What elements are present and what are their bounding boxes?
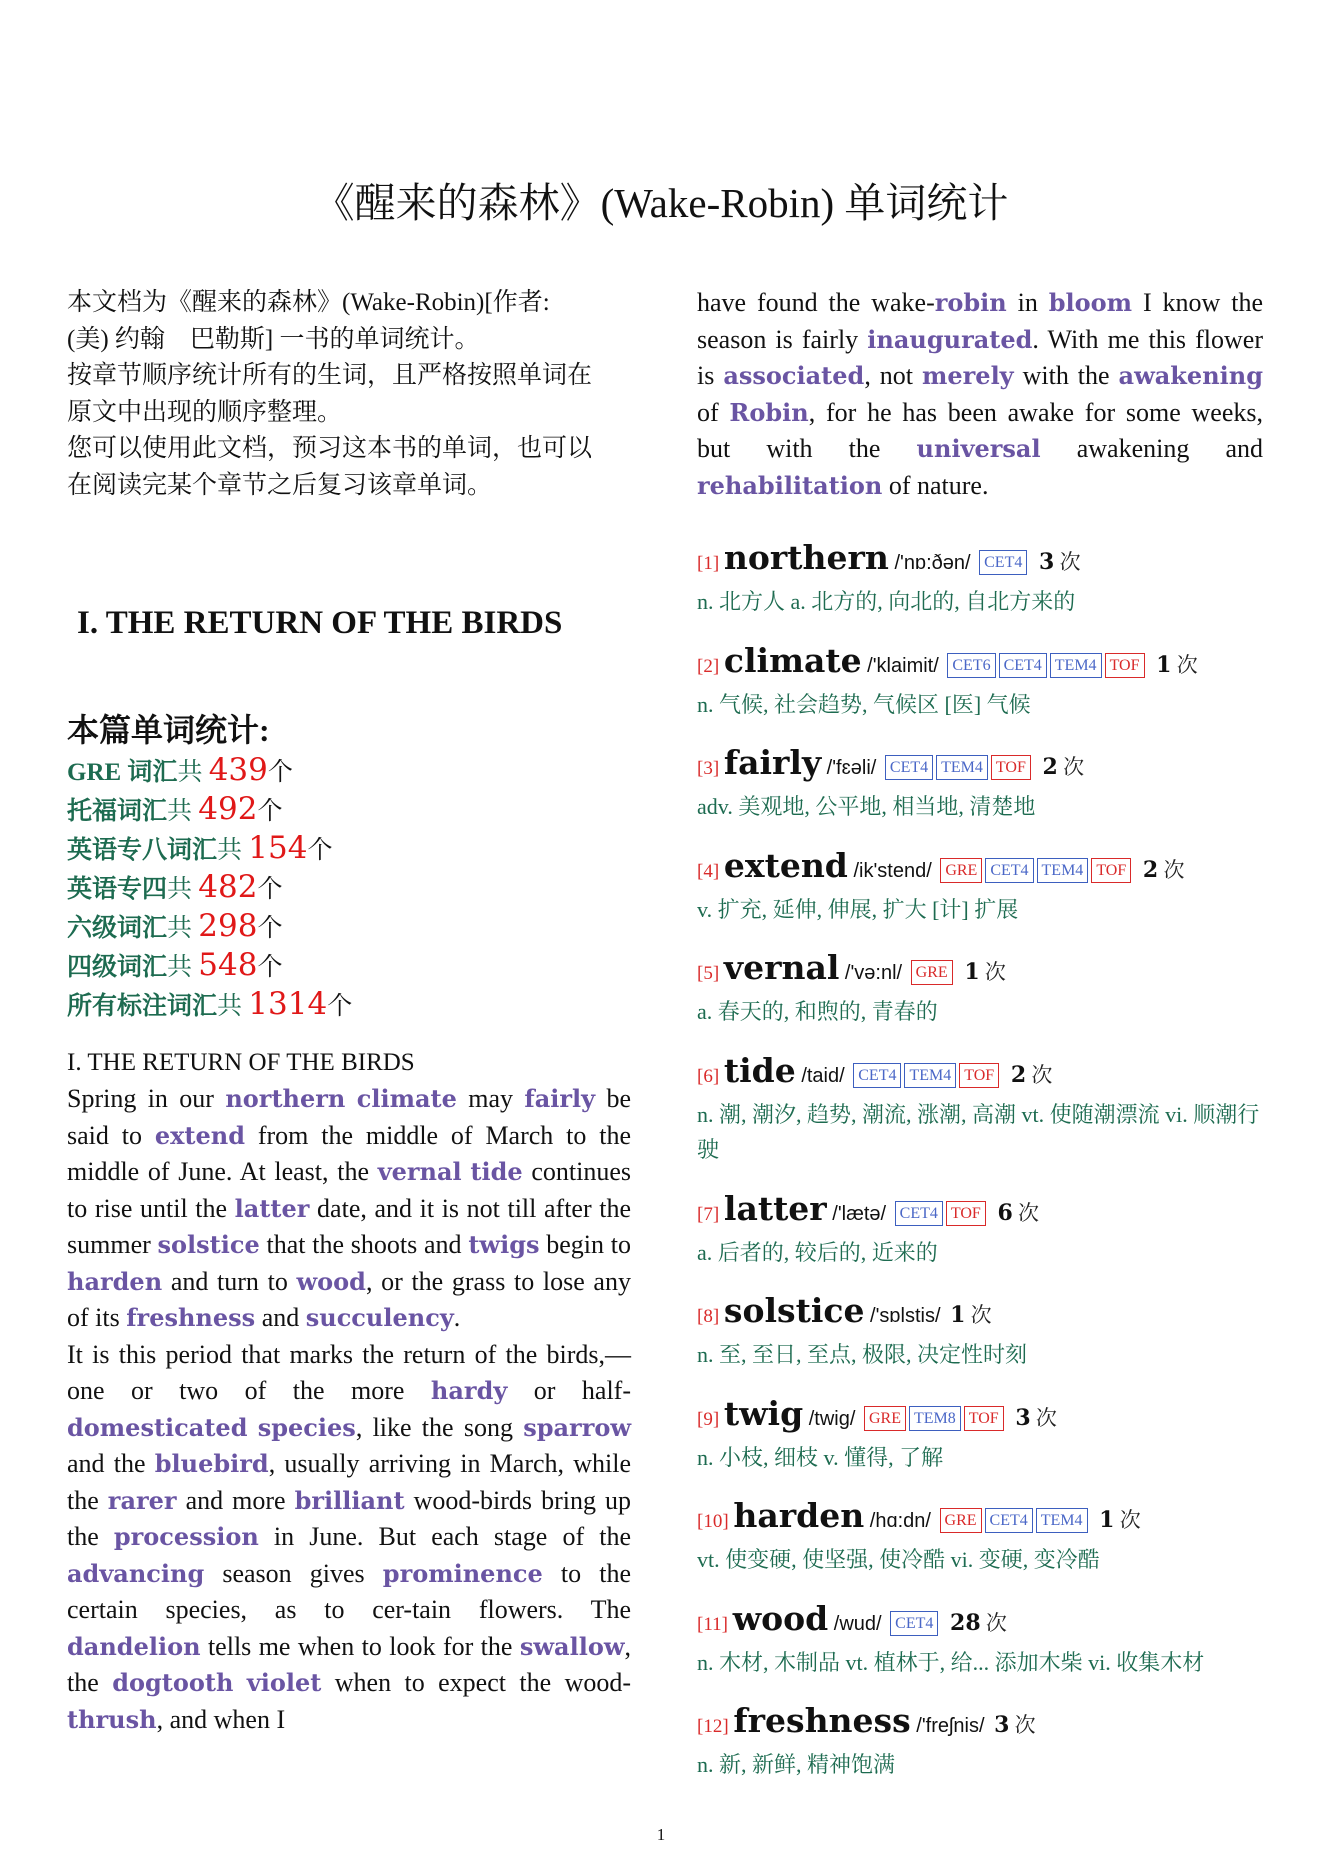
vocab-index: [9] [697, 1408, 724, 1430]
vocab-head [697, 846, 1263, 892]
vocab-head [697, 1701, 1263, 1747]
vocab-count: 1 [956, 959, 980, 985]
vocab-index: [11] [697, 1613, 733, 1635]
vocab-word: tide [723, 1050, 796, 1090]
vocab-word: latter [723, 1188, 827, 1228]
vocab-word: wood [732, 1598, 829, 1638]
count-unit: 次 [1114, 1508, 1141, 1532]
stat-label: 四级词汇 [67, 954, 168, 981]
exam-tag: TOF [991, 755, 1031, 780]
exam-tag: CET4 [853, 1063, 901, 1088]
vocab-count: 3 [994, 1712, 1010, 1738]
highlighted-word[interactable]: prominence [382, 1558, 543, 1588]
vocab-definition: a. 春天的, 和煦的, 青春的 [697, 999, 938, 1024]
highlighted-word[interactable]: latter [234, 1193, 310, 1223]
vocab-count: 2 [1034, 754, 1058, 780]
highlighted-word[interactable]: Robin [729, 397, 809, 427]
count-unit: 次 [1158, 857, 1185, 882]
highlighted-word[interactable]: wood [296, 1266, 366, 1296]
vocab-entry [697, 1496, 1263, 1599]
stat-count: 492 [198, 791, 258, 827]
vocab-word: twig [723, 1393, 804, 1433]
vocab-word: freshness [733, 1701, 911, 1740]
stat-gong: 共 [167, 954, 199, 981]
highlighted-word[interactable]: twigs [468, 1230, 540, 1259]
vocab-entry [697, 538, 1263, 641]
vocab-index: [7] [697, 1203, 724, 1225]
stat-label: 托福词汇 [67, 798, 168, 825]
exam-tag: CET4 [890, 1611, 938, 1636]
highlighted-word[interactable]: vernal [377, 1157, 462, 1186]
stat-line [67, 908, 352, 947]
stat-gong: 共 [167, 876, 199, 903]
vocab-index: [5] [697, 963, 724, 984]
stat-line [67, 752, 352, 791]
vocab-entry [697, 1051, 1263, 1189]
vocab-definition: n. 气候, 社会趋势, 气候区 [医] 气候 [697, 691, 1031, 717]
count-unit: 次 [1009, 1713, 1036, 1737]
vocab-entry [697, 1701, 1263, 1804]
vocab-phonetic: /'nɒ:ðən/ [888, 552, 977, 574]
vocab-count: 28 [942, 1609, 981, 1636]
stat-unit: 个 [267, 759, 293, 786]
stat-line [67, 947, 352, 986]
vocab-word: harden [733, 1496, 865, 1535]
vocab-definition: n. 小枝, 细枝 v. 懂得, 了解 [697, 1444, 944, 1470]
stat-count: 1314 [248, 986, 328, 1022]
intro-line: 原文中出现的顺序整理。 [67, 398, 343, 426]
count-unit: 次 [979, 960, 1006, 984]
stat-line [67, 986, 352, 1025]
exam-tag: TEM4 [904, 1063, 956, 1088]
exam-tag: GRE [911, 960, 953, 985]
vocab-head [697, 1189, 1263, 1235]
vocab-definition: v. 扩充, 延伸, 伸展, 扩大 [计] 扩展 [697, 896, 1019, 922]
highlighted-word[interactable]: solstice [157, 1230, 260, 1259]
intro-line: 在阅读完某个章节之后复习该章单词。 [67, 471, 493, 499]
vocab-entry [697, 743, 1263, 846]
highlighted-word[interactable]: freshness [126, 1303, 256, 1332]
vocab-index: [3] [697, 758, 724, 779]
highlighted-word[interactable]: brilliant [294, 1485, 405, 1515]
passage-paragraph: have found the wake-robin in bloom I know the season is fairly inaugurated. With me this flower is associated, not merely with the awakening of Robin, for he has been awake for some weeks, but with the universal awakening and rehabilitation of nature. [697, 288, 1263, 500]
exam-tag: TEM4 [1050, 653, 1102, 678]
vocab-phonetic: /ik'stend/ [847, 859, 938, 882]
exam-tag: CET4 [895, 1201, 943, 1226]
chapter-passage [67, 1045, 631, 1738]
count-unit: 次 [1030, 1405, 1057, 1430]
highlighted-word[interactable]: bloom [1048, 288, 1133, 317]
count-unit: 次 [980, 1610, 1007, 1635]
highlighted-word[interactable]: extend [154, 1120, 245, 1150]
vocab-definition: a. 后者的, 较后的, 近来的 [697, 1239, 938, 1265]
stat-count: 482 [198, 869, 258, 905]
count-unit: 次 [1054, 550, 1081, 574]
vocab-definition: n. 木材, 木制品 vt. 植林于, 给... 添加木柴 vi. 收集木材 [697, 1649, 1205, 1675]
stat-count: 298 [198, 908, 258, 944]
vocab-head [697, 743, 1263, 789]
stat-count: 439 [208, 752, 268, 788]
vocab-head [697, 1051, 1263, 1097]
highlighted-word[interactable]: associated [723, 361, 865, 390]
vocab-count: 2 [1135, 856, 1159, 883]
vocab-count: 1 [950, 1302, 966, 1328]
vocab-index: [8] [697, 1306, 724, 1327]
stat-line [67, 830, 352, 869]
vocab-phonetic: /taid/ [795, 1064, 851, 1087]
stat-unit: 个 [257, 798, 283, 825]
exam-tag: GRE [940, 1508, 982, 1533]
vocab-list [697, 538, 1263, 1804]
exam-tag: TEM4 [1037, 858, 1089, 883]
vocab-phonetic: /'freʃnis/ [910, 1715, 991, 1737]
intro-line: 您可以使用此文档，预习这本书的单词，也可以 [67, 435, 593, 462]
passage-paragraph: It is this period that marks the return of the birds,—one or two of the more hardy or half-domesticated species, like the song sparrow and the bluebird, usually arriving in March, while the rarer and more brilliant wood-birds bring up the procession in June. But each stage of the advancing season gives prominence to the certain species, as to cer-tain flowers. The dandelion tells me when to look for the swallow, the dogtooth violet when to expect the wood-thrush, and when I [67, 1339, 632, 1734]
vocab-word: solstice [723, 1291, 865, 1330]
stat-count: 548 [198, 947, 258, 983]
vocab-definition: adv. 美观地, 公平地, 相当地, 清楚地 [697, 794, 1036, 819]
chapter-passage-continued [697, 285, 1263, 504]
stat-label: 所有标注词汇 [67, 993, 218, 1020]
stat-label: 英语专八词汇 [67, 837, 218, 864]
vocab-definition: n. 潮, 潮汐, 趋势, 潮流, 涨潮, 高潮 vt. 使随潮漂流 vi. 顺潮行驶 [697, 1101, 1260, 1162]
chapter-heading: I. THE RETURN OF THE BIRDS [77, 605, 563, 641]
vocab-index: [10] [697, 1511, 734, 1532]
stat-gong: 共 [177, 759, 209, 786]
vocab-entry [697, 846, 1263, 949]
stat-unit: 个 [307, 837, 333, 864]
stat-line [67, 791, 352, 830]
vocab-head [697, 1291, 1263, 1337]
vocab-index: [12] [697, 1716, 734, 1737]
exam-tag: TEM4 [936, 755, 988, 780]
highlighted-word[interactable]: tide [470, 1157, 523, 1186]
highlighted-word[interactable]: awakening [1118, 361, 1263, 390]
vocab-head [697, 948, 1263, 994]
count-unit: 次 [1057, 755, 1085, 779]
vocab-entry [697, 948, 1263, 1051]
stat-count: 154 [248, 830, 308, 866]
vocab-head [697, 641, 1263, 687]
vocab-head [697, 538, 1263, 584]
intro-line: (美) 约翰 巴勒斯] 一书的单词统计。 [67, 325, 480, 353]
vocab-entry [697, 1394, 1263, 1497]
highlighted-word[interactable]: northern [225, 1084, 346, 1113]
exam-tag: GRE [940, 858, 982, 883]
highlighted-word[interactable]: inaugurated [867, 324, 1033, 354]
vocab-phonetic: /twig/ [803, 1407, 861, 1430]
highlighted-word[interactable]: climate [356, 1084, 457, 1113]
vocab-count: 3 [1007, 1404, 1031, 1431]
vocab-phonetic: /'və:nl/ [839, 962, 908, 984]
highlighted-word[interactable]: procession [113, 1522, 259, 1551]
vocab-count: 3 [1031, 549, 1055, 575]
exam-tag: TOF [1105, 653, 1145, 678]
word-stats [67, 708, 352, 1025]
vocab-index: [6] [697, 1065, 724, 1087]
highlighted-word[interactable]: universal [916, 434, 1041, 463]
stat-gong: 共 [167, 798, 199, 825]
vocab-count: 6 [989, 1199, 1013, 1226]
vocab-definition: n. 至, 至日, 至点, 极限, 决定性时刻 [697, 1342, 1028, 1367]
vocab-word: northern [723, 538, 889, 577]
highlighted-word[interactable]: thrush [67, 1704, 157, 1734]
exam-tag: TEM8 [909, 1406, 961, 1431]
vocab-word: vernal [723, 948, 840, 987]
highlighted-word[interactable]: swallow [519, 1631, 625, 1661]
stat-unit: 个 [257, 954, 283, 981]
vocab-head [697, 1394, 1263, 1440]
vocab-word: fairly [723, 743, 822, 782]
highlighted-word[interactable]: dogtooth [112, 1668, 234, 1697]
stat-label: 英语专四 [67, 876, 168, 903]
highlighted-word[interactable]: fairly [524, 1084, 596, 1113]
vocab-phonetic: /'klaimit/ [861, 654, 945, 677]
stat-unit: 个 [327, 993, 353, 1020]
stats-list [67, 752, 352, 1025]
highlighted-word[interactable]: hardy [430, 1376, 508, 1405]
document-title: 《醒来的森林》(Wake-Robin) 单词统计 [313, 180, 1009, 227]
highlighted-word[interactable]: merely [921, 361, 1014, 390]
exam-tag: TOF [964, 1406, 1004, 1431]
page-number: 1 [656, 1825, 666, 1844]
exam-tag: CET4 [985, 858, 1033, 883]
count-unit: 次 [1012, 1200, 1040, 1225]
exam-tag: CET6 [947, 653, 995, 678]
count-unit: 次 [1171, 652, 1198, 677]
count-unit: 次 [1026, 1062, 1053, 1087]
stat-line [67, 869, 352, 908]
highlighted-word[interactable]: dandelion [67, 1631, 201, 1661]
highlighted-word[interactable]: sparrow [523, 1412, 632, 1442]
exam-tag: CET4 [999, 653, 1047, 678]
stat-unit: 个 [257, 915, 283, 942]
vocab-index: [2] [697, 655, 724, 677]
exam-tag: CET4 [985, 1508, 1033, 1533]
vocab-index: [4] [697, 860, 724, 882]
vocab-definition: vt. 使变硬, 使坚强, 使冷酷 vi. 变硬, 变冷酷 [697, 1547, 1100, 1572]
stat-label: 六级词汇 [67, 915, 168, 942]
exam-tag: TOF [1091, 858, 1131, 883]
highlighted-word[interactable]: violet [246, 1668, 322, 1697]
highlighted-word[interactable]: harden [67, 1266, 163, 1296]
vocab-count: 1 [1091, 1507, 1115, 1533]
vocab-count: 2 [1003, 1061, 1027, 1088]
vocab-index: [1] [697, 553, 724, 574]
vocab-count: 1 [1148, 651, 1172, 678]
exam-tag: GRE [864, 1406, 906, 1431]
intro-line: 本文档为《醒来的森林》(Wake-Robin)[作者: [67, 289, 550, 316]
stat-gong: 共 [217, 837, 249, 864]
passage-subheading: I. THE RETURN OF THE BIRDS [67, 1049, 415, 1076]
vocab-word: extend [723, 845, 848, 885]
vocab-phonetic: /'lætə/ [826, 1202, 892, 1225]
exam-tag: TOF [959, 1063, 999, 1088]
vocab-definition: n. 北方人 a. 北方的, 向北的, 自北方来的 [697, 589, 1076, 614]
highlighted-word[interactable]: rehabilitation [697, 470, 883, 500]
vocab-phonetic: /wud/ [828, 1612, 888, 1635]
stat-label: GRE 词汇 [67, 759, 178, 786]
vocab-phonetic: /hɑ:dn/ [864, 1510, 937, 1532]
exam-tag: CET4 [885, 755, 933, 780]
stats-title: 本篇单词统计: [67, 712, 270, 748]
stat-gong: 共 [217, 993, 249, 1020]
highlighted-word[interactable]: rarer [107, 1485, 177, 1515]
highlighted-word[interactable]: succulency [305, 1303, 454, 1332]
exam-tag: CET4 [979, 550, 1027, 575]
intro-line: 按章节顺序统计所有的生词，且严格按照单词在 [67, 362, 593, 389]
exam-tag: TEM4 [1036, 1508, 1088, 1533]
vocab-phonetic: /'sɒlstis/ [864, 1305, 947, 1327]
highlighted-word[interactable]: advancing [67, 1558, 205, 1588]
vocab-entry [697, 1599, 1263, 1702]
vocab-phonetic: /'fɛəli/ [821, 757, 882, 779]
vocab-head [697, 1599, 1263, 1645]
intro-text [67, 285, 631, 504]
vocab-definition: n. 新, 新鲜, 精神饱满 [697, 1752, 896, 1777]
highlighted-word[interactable]: bluebird [154, 1449, 269, 1478]
vocab-entry [697, 1189, 1263, 1292]
stat-gong: 共 [167, 915, 199, 942]
highlighted-word[interactable]: robin [934, 288, 1007, 317]
stat-unit: 个 [257, 876, 283, 903]
passage-paragraph: Spring in our northern climate may fairly be said to extend from the middle of March to the middle of June. At least, the vernal tide continues to rise until the latter date, and it is not till after the summer solstice that the shoots and twigs begin to harden and turn to wood, or the grass to lose any of its freshness and succulency. [67, 1084, 632, 1332]
vocab-head [697, 1496, 1263, 1542]
exam-tag: TOF [946, 1201, 986, 1226]
highlighted-word[interactable]: domesticated [67, 1412, 248, 1442]
highlighted-word[interactable]: species [257, 1412, 356, 1442]
count-unit: 次 [965, 1303, 992, 1327]
vocab-word: climate [723, 640, 862, 680]
vocab-entry [697, 641, 1263, 744]
vocab-entry [697, 1291, 1263, 1394]
